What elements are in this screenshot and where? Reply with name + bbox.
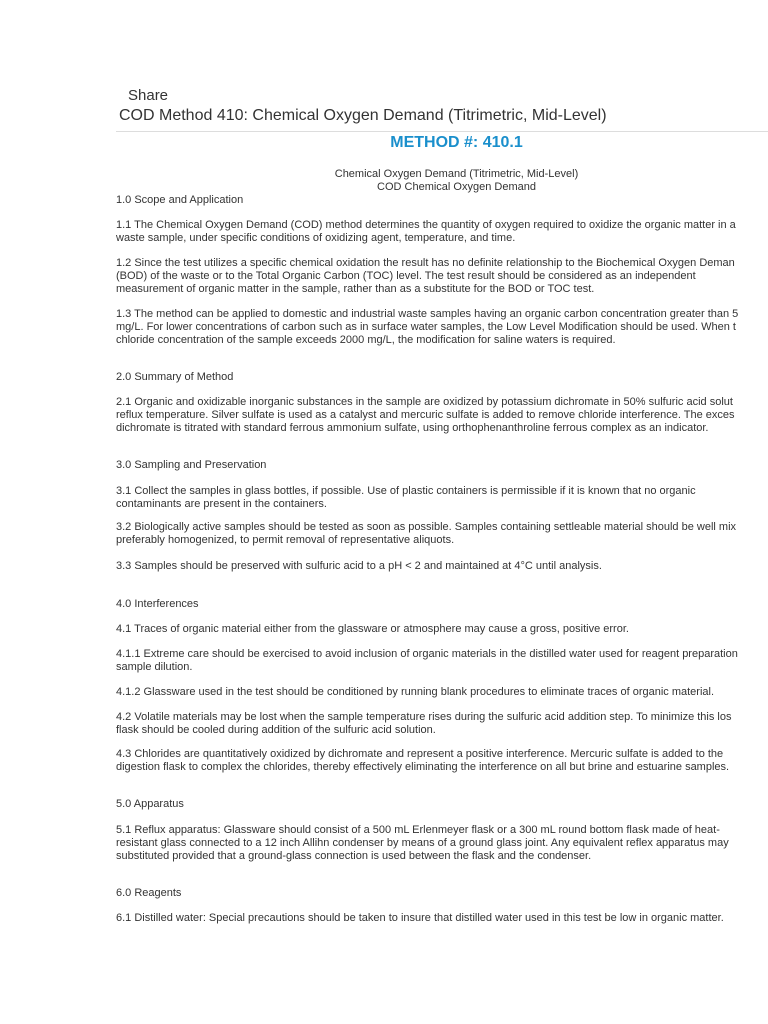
method-heading: METHOD #: 410.1 xyxy=(390,134,523,151)
document-title: COD Method 410: Chemical Oxygen Demand (Titrimetric, Mid-Level) xyxy=(119,107,607,124)
section-heading-scope: 1.0 Scope and Application xyxy=(116,194,244,206)
paragraph-line: contaminants are present in the containers. xyxy=(116,498,327,510)
paragraph-line: waste sample, under specific conditions of oxidizing agent, temperature, and time. xyxy=(116,232,516,244)
paragraph-line: substituted provided that a ground-glass connection is used between the flask and the condenser. xyxy=(116,850,592,862)
paragraph-line: 4.1 Traces of organic material either from the glassware or atmosphere may cause a gross, positive error. xyxy=(116,623,629,635)
section-heading-interferences: 4.0 Interferences xyxy=(116,598,199,610)
paragraph-line: preferably homogenized, to permit removal of representative aliquots. xyxy=(116,534,455,546)
paragraph-line: 3.1 Collect the samples in glass bottles, if possible. Use of plastic containers is permissible if it is known that no organic xyxy=(116,485,696,497)
paragraph-line: mg/L. For lower concentrations of carbon such as in surface water samples, the Low Level Modification should be used. When t xyxy=(116,321,736,333)
paragraph-line: 4.1.2 Glassware used in the test should be conditioned by running blank procedures to eliminate traces of organic material. xyxy=(116,686,715,698)
paragraph-line: resistant glass connected to a 12 inch Allihn condenser by means of a ground glass joint. Any equivalent reflex apparatus may xyxy=(116,837,729,849)
paragraph-line: 5.1 Reflux apparatus: Glassware should consist of a 500 mL Erlenmeyer flask or a 300 mL round bottom flask made of heat- xyxy=(116,824,720,836)
section-heading-reagents: 6.0 Reagents xyxy=(116,887,182,899)
title-divider xyxy=(116,131,768,132)
paragraph-line: 1.1 The Chemical Oxygen Demand (COD) method determines the quantity of oxygen required to oxidize the organic matter in a xyxy=(116,219,736,231)
paragraph-line: 4.3 Chlorides are quantitatively oxidized by dichromate and represent a positive interference. Mercuric sulfate is added to the xyxy=(116,748,724,760)
share-link[interactable]: Share xyxy=(128,87,169,104)
section-heading-apparatus: 5.0 Apparatus xyxy=(116,798,184,810)
paragraph-line: 2.1 Organic and oxidizable inorganic substances in the sample are oxidized by potassium dichromate in 50% sulfuric acid solut xyxy=(116,396,733,408)
paragraph-line: 1.2 Since the test utilizes a specific chemical oxidation the result has no definite relationship to the Biochemical Oxygen Deman xyxy=(116,257,735,269)
paragraph-line: 4.2 Volatile materials may be lost when the sample temperature rises during the sulfuric acid addition step. To minimize this los xyxy=(116,711,732,723)
paragraph-line: 6.1 Distilled water: Special precautions should be taken to insure that distilled water used in this test be low in organic matter. xyxy=(116,912,724,924)
method-subtitle: Chemical Oxygen Demand (Titrimetric, Mid-Level) xyxy=(334,168,579,180)
paragraph-line: reflux temperature. Silver sulfate is used as a catalyst and mercuric sulfate is added to remove chloride interference. The exces xyxy=(116,409,735,421)
section-heading-sampling: 3.0 Sampling and Preservation xyxy=(116,459,267,471)
method-subtitle-abbrev: COD Chemical Oxygen Demand xyxy=(377,181,536,193)
paragraph-line: digestion flask to complex the chlorides, thereby effectively eliminating the interference on all but brine and estuarine samples. xyxy=(116,761,730,773)
paragraph-line: 3.2 Biologically active samples should be tested as soon as possible. Samples containing settleable material should be well mix xyxy=(116,521,737,533)
paragraph-line: (BOD) of the waste or to the Total Organic Carbon (TOC) level. The test result should be considered as an independent xyxy=(116,270,696,282)
paragraph-line: 1.3 The method can be applied to domestic and industrial waste samples having an organic carbon concentration greater than 5 xyxy=(116,308,739,320)
paragraph-line: 4.1.1 Extreme care should be exercised to avoid inclusion of organic materials in the distilled water used for reagent preparation xyxy=(116,648,738,660)
paragraph-line: dichromate is titrated with standard ferrous ammonium sulfate, using orthophenanthroline ferrous complex as an indicator. xyxy=(116,422,709,434)
paragraph-line: flask should be cooled during addition of the sulfuric acid solution. xyxy=(116,724,436,736)
paragraph-line: measurement of organic matter in the sample, rather than as a substitute for the BOD or TOC test. xyxy=(116,283,595,295)
paragraph-line: chloride concentration of the sample exceeds 2000 mg/L, the modification for saline waters is required. xyxy=(116,334,616,346)
paragraph-line: sample dilution. xyxy=(116,661,193,673)
section-heading-summary: 2.0 Summary of Method xyxy=(116,371,234,383)
paragraph-line: 3.3 Samples should be preserved with sulfuric acid to a pH < 2 and maintained at 4°C until analysis. xyxy=(116,560,602,572)
